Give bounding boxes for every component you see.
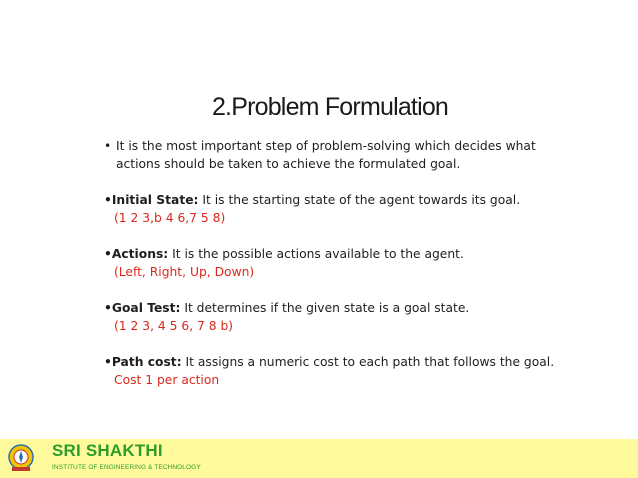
path-cost-heading: •Path cost: xyxy=(104,355,182,369)
intro-line-2: actions should be taken to achieve the formulated goal. xyxy=(116,157,461,171)
goal-test-item xyxy=(104,299,564,335)
college-emblem-icon xyxy=(6,443,36,473)
actions-text: It is the possible actions available to the agent. xyxy=(168,247,464,261)
initial-state-text: It is the starting state of the agent towards its goal. xyxy=(198,193,521,207)
path-cost-item xyxy=(104,353,564,389)
footer-banner xyxy=(0,439,638,478)
slide-title: 2.Problem Formulation xyxy=(211,93,449,121)
initial-state-item xyxy=(104,191,564,227)
slide-content xyxy=(104,137,564,389)
goal-test-example: (1 2 3, 4 5 6, 7 8 b) xyxy=(114,319,234,333)
path-cost-text: It assigns a numeric cost to each path that follows the goal. xyxy=(181,355,555,369)
actions-item xyxy=(104,245,564,281)
brand-subtitle: INSTITUTE OF ENGINEERING & TECHNOLOGY xyxy=(52,464,201,471)
goal-test-text: It determines if the given state is a goal state. xyxy=(180,301,470,315)
initial-state-heading: •Initial State: xyxy=(104,193,199,207)
bullet-marker: • xyxy=(104,139,112,153)
actions-example: (Left, Right, Up, Down) xyxy=(114,265,255,279)
actions-heading: •Actions: xyxy=(104,247,169,261)
brand-name: SRI SHAKTHI xyxy=(52,441,163,460)
initial-state-example: (1 2 3,b 4 6,7 5 8) xyxy=(114,211,226,225)
intro-bullet xyxy=(104,137,564,173)
goal-test-heading: •Goal Test: xyxy=(104,301,181,315)
brand-block xyxy=(52,441,201,472)
path-cost-example: Cost 1 per action xyxy=(114,373,220,387)
intro-line-1: It is the most important step of problem-solving which decides what xyxy=(116,139,536,153)
